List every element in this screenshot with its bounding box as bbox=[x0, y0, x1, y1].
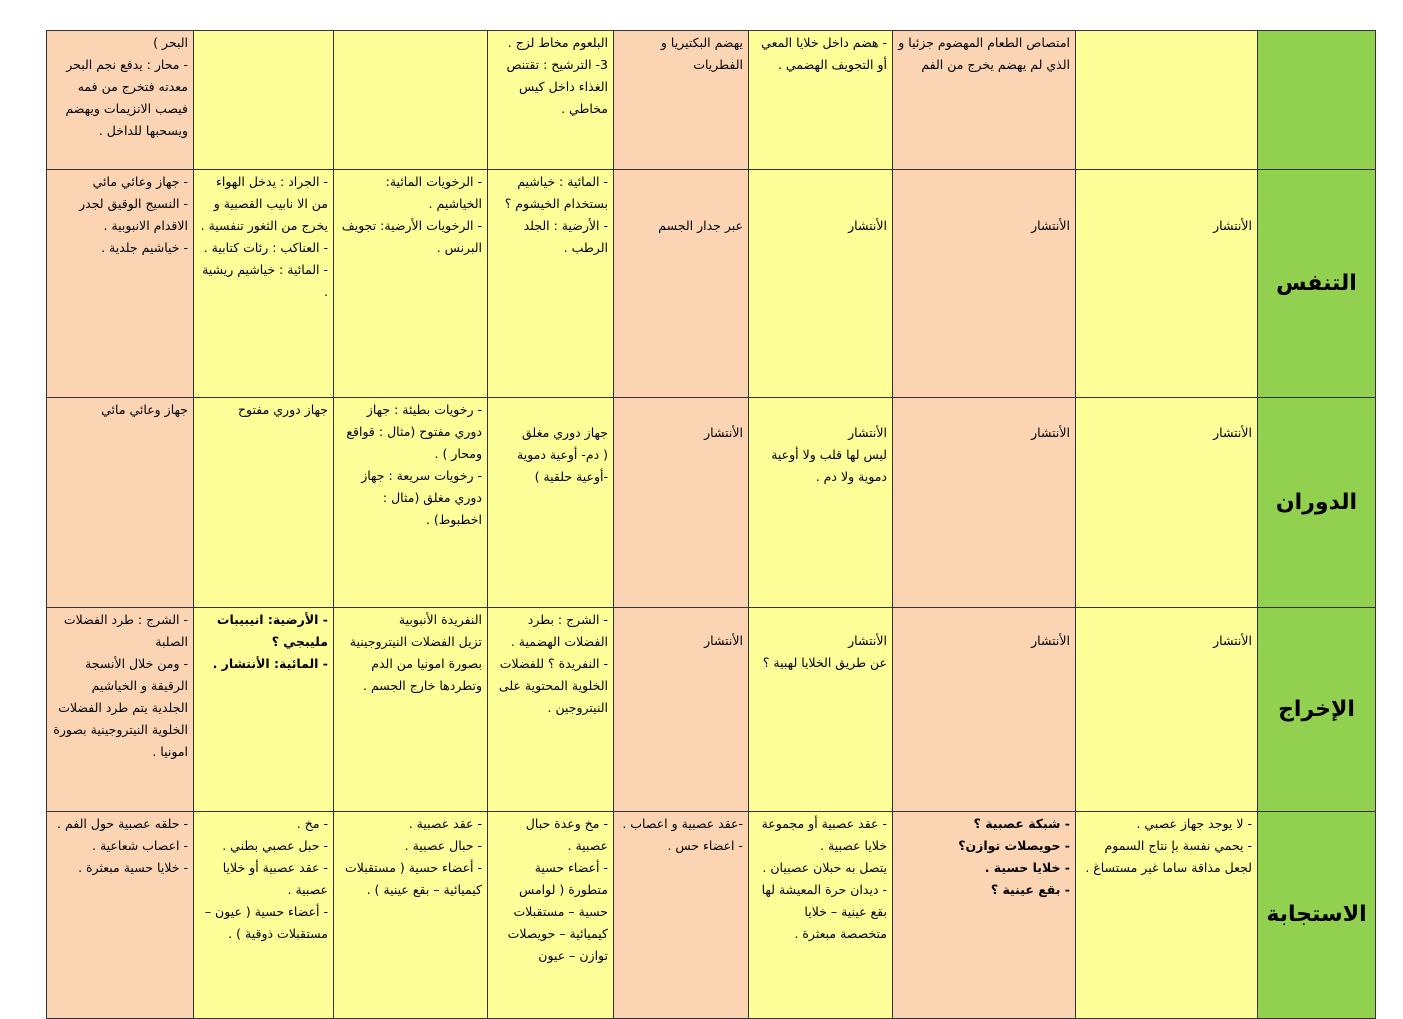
cell-arthropods: - الأرضية: انيبيبات مليبجي ؟ - المائية: الأنتشار . bbox=[194, 608, 334, 812]
cell-sponges bbox=[1076, 31, 1258, 170]
cell-annelids: البلعوم مخاط لزج . 3- الترشيح : تقتنص الغذاء داخل كيس مخاطي . bbox=[488, 31, 614, 170]
cell-sponges: الأنتشار bbox=[1076, 170, 1258, 398]
row-header-respiration: التنفس bbox=[1258, 170, 1376, 398]
row-header bbox=[1258, 31, 1376, 170]
cell-cnidarians: امتصاص الطعام المهضوم جزئيا و الذي لم يهضم يخرج من الفم bbox=[893, 31, 1076, 170]
cell-arthropods bbox=[194, 31, 334, 170]
cell-echinoderms: - حلقه عصبية حول الفم . - اعصاب شعاعية . - خلايا حسية مبعثرة . bbox=[47, 812, 194, 1019]
cell-cnidarians: الأنتشار bbox=[893, 170, 1076, 398]
cell-flatworms: - عقد عصبية أو مجموعة خلايا عصبية . يتصل به حبلان عصبيان . - ديدان حرة المعيشة لها بقع عينية – خلايا متخصصة مبعثرة . bbox=[749, 812, 893, 1019]
cell-echinoderms: - جهاز وعائي مائي - النسيج الوقيق لجدر الاقدام الانبوبية . - خياشيم جلدية . bbox=[47, 170, 194, 398]
cell-mollusks: النفريدة الأنبوبية تزيل الفضلات النيتروجينية بصورة امونيا من الدم وتطردها خارج الجسم . bbox=[334, 608, 488, 812]
cell-annelids: - مخ وعدة حبال عصبية . - أعضاء حسية متطورة ( لوامس حسية – مستقبلات كيميائية – حويصلات توازن – عيون bbox=[488, 812, 614, 1019]
cell-sponges: الأنتشار bbox=[1076, 608, 1258, 812]
cell-echinoderms: البحر ) - محار : يدفع نجم البحر معدته فتخرج من فمه فيصب الانزيمات ويهضم ويسحبها للداخل . bbox=[47, 31, 194, 170]
cell-mollusks bbox=[334, 31, 488, 170]
cell-cnidarians: الأنتشار bbox=[893, 608, 1076, 812]
cell-roundworms: -عقد عصبية و اعصاب . - اعضاء حس . bbox=[614, 812, 749, 1019]
cell-echinoderms: - الشرج : طرد الفضلات الصلبة - ومن خلال الأنسجة الرقيقة و الخياشيم الجلدية يتم طرد الفضلات الخلوية النيتروجينية بصورة امونيا . bbox=[47, 608, 194, 812]
cell-mollusks: - عقد عصبية . - حبال عصبية . - أعضاء حسية ( مستقبلات كيميائية – بقع عينية ) . bbox=[334, 812, 488, 1019]
cell-flatworms: الأنتشار ليس لها قلب ولا أوعية دموية ولا دم . bbox=[749, 398, 893, 608]
cell-arthropods: - الجراد : يدخل الهواء من الا نابيب القصبية و يخرج من الثغور تنفسية . - العناكب : رئات كتابية . - المائية : خياشيم ريشية . bbox=[194, 170, 334, 398]
cell-annelids: جهاز دوري مغلق ( دم- أوعية دموية -أوعية حلقية ) bbox=[488, 398, 614, 608]
table-row-response bbox=[47, 812, 1376, 1019]
cell-roundworms: عبر جدار الجسم bbox=[614, 170, 749, 398]
table-row-excretion bbox=[47, 608, 1376, 812]
cell-arthropods: جهاز دوري مفتوح bbox=[194, 398, 334, 608]
cell-cnidarians: الأنتشار bbox=[893, 398, 1076, 608]
row-header-response: الاستجابة bbox=[1258, 812, 1376, 1019]
cell-flatworms: الأنتشار bbox=[749, 170, 893, 398]
cell-echinoderms: جهاز وعائي مائي bbox=[47, 398, 194, 608]
cell-sponges: الأنتشار bbox=[1076, 398, 1258, 608]
table-row-circulation bbox=[47, 398, 1376, 608]
row-header-excretion: الإخراج bbox=[1258, 608, 1376, 812]
cell-arthropods: - مخ . - حبل عصبي بطني . - عقد عصبية أو خلايا عصبية . - أعضاء حسية ( عيون – مستقبلات ذوقية ) . bbox=[194, 812, 334, 1019]
biology-comparison-table bbox=[46, 30, 1376, 1019]
cell-sponges: - لا يوجد جهاز عصبي . - يحمي نفسة بإ نتاج السموم لجعل مذاقة ساما غير مستساغ . bbox=[1076, 812, 1258, 1019]
cell-mollusks: - رخويات بطيئة : جهاز دوري مفتوح (مثال : قواقع ومحار ) . - رخويات سريعة : جهاز دوري مغلق (مثال : اخطبوط) . bbox=[334, 398, 488, 608]
table-row-respiration bbox=[47, 170, 1376, 398]
cell-roundworms: يهضم البكتيريا و الفطريات bbox=[614, 31, 749, 170]
cell-roundworms: الأنتشار bbox=[614, 398, 749, 608]
cell-flatworms: الأنتشار عن طريق الخلايا لهبية ؟ bbox=[749, 608, 893, 812]
cell-annelids: - الشرج : بطرد الفضلات الهضمية . - النفريدة ؟ للفضلات الخلوية المحتوية على النيتروجين . bbox=[488, 608, 614, 812]
cell-mollusks: - الرخويات المائية: الخياشيم . - الرخويات الأرضية: تجويف البرنس . bbox=[334, 170, 488, 398]
cell-roundworms: الأنتشار bbox=[614, 608, 749, 812]
cell-annelids: - المائية : خياشيم بستخدام الخيشوم ؟ - الأرضية : الجلد الرطب . bbox=[488, 170, 614, 398]
table-row-nutrition bbox=[47, 31, 1376, 170]
row-header-circulation: الدوران bbox=[1258, 398, 1376, 608]
cell-cnidarians: - شبكة عصبية ؟ - حويصلات توازن؟ - خلايا حسية . - بقع عينية ؟ bbox=[893, 812, 1076, 1019]
cell-flatworms: - هضم داخل خلايا المعي أو التجويف الهضمي . bbox=[749, 31, 893, 170]
